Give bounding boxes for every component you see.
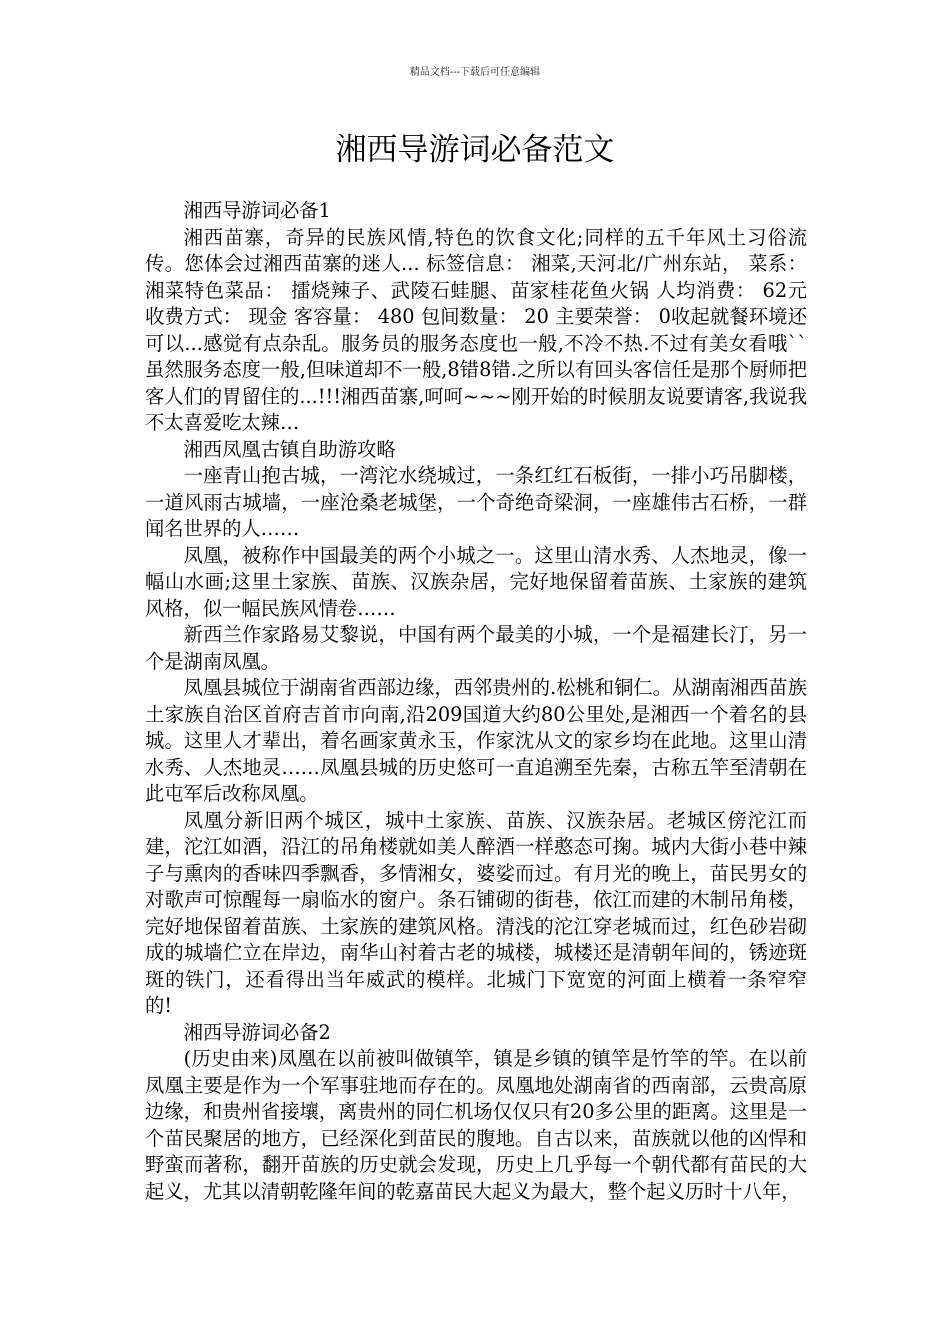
header-note: 精品文档---下载后可任意编辑 — [409, 67, 541, 78]
body-paragraph: 凤凰，被称作中国最美的两个小城之一。这里山清水秀、人杰地灵，像一幅山水画;这里土家族、苗族、汉族杂居，完好地保留着苗族、土家族的建筑风格，似一幅民族风情卷…… — [145, 543, 807, 620]
section-heading: 湘西凤凰古镇自助游攻略 — [183, 437, 396, 461]
section-heading: 湘西导游词必备1 — [183, 199, 331, 222]
section-heading: 湘西导游词必备2 — [183, 1020, 331, 1044]
document-body — [145, 198, 807, 1205]
body-paragraph: 一座青山抱古城，一湾沱水绕城过，一条红红石板街，一排小巧吊脚楼，一道风雨古城墙，一座沧桑老城堡，一个奇绝奇梁洞，一座雄伟古石桥，一群闻名世界的人…… — [145, 464, 807, 540]
body-paragraph: 凤凰县城位于湖南省西部边缘，西邻贵州的.松桃和铜仁。从湖南湘西苗族土家族自治区首府吉首市向南,沿209国道大约80公里处,是湘西一个着名的县城。这里人才辈出，着名画家黄永玉，作家沈从文的家乡均在此地。这里山清水秀、人杰地灵……凤凰县城的历史悠可一直追溯至先秦，古称五竿至清朝在此屯军后改称凤凰。 — [145, 676, 807, 805]
body-paragraph: 新西兰作家路易艾黎说，中国有两个最美的小城，一个是福建长汀，另一个是湖南凤凰。 — [145, 623, 807, 673]
body-paragraph: 湘西苗寨，奇异的民族风情,特色的饮食文化;同样的五千年风土习俗流传。您体会过湘西苗寨的迷人... 标签信息： 湘菜,天河北/广州东站， 菜系： 湘菜特色菜品： 擂烧辣子、武陵石蛙腿、苗家桂花鱼火锅 人均消费： 62元 收费方式： 现金 客容量： 480 包间数量： 20 主要荣誉： 0收起就餐环境还可以...感觉有点杂乱。服务员的服务态度也一般,不冷不热.不过有美女看哦``虽然服务态度一般,但味道却不一般,8错8错.之所以有回头客信任是那个厨师把客人们的胃留住的...!!!湘西苗寨,呵呵~~~刚开始的时候朋友说要请客,我说我不太喜爱吃太辣… — [145, 225, 807, 434]
document-title: 湘西导游词必备范文 — [335, 132, 615, 168]
body-paragraph: 凤凰分新旧两个城区，城中土家族、苗族、汉族杂居。老城区傍沱江而建，沱江如酒，沿江的吊角楼就如美人醉酒一样憨态可掬。城内大街小巷中辣子与熏肉的香味四季飘香，多情湘女，婆娑而过。有月光的晚上，苗民男女的对歌声可惊醒每一扇临水的窗户。条石铺砌的街巷，依江而建的木制吊角楼，完好地保留着苗族、土家族的建筑风格。清浅的沱江穿老城而过，红色砂岩砌成的城墙伫立在岸边，南华山衬着古老的城楼，城楼还是清朝年间的，锈迹斑斑的铁门，还看得出当年威武的模样。北城门下宽宽的河面上横着一条窄窄的! — [145, 808, 807, 1017]
body-paragraph: (历史由来)凤凰在以前被叫做镇竿，镇是乡镇的镇竿是竹竿的竿。在以前凤凰主要是作为一个军事驻地而存在的。凤凰地处湖南省的西南部，云贵高原边缘，和贵州省接壤，离贵州的同仁机场仅仅只有20多公里的距离。这里是一个苗民聚居的地方，已经深化到苗民的腹地。自古以来，苗族就以他的凶悍和野蛮而著称，翻开苗族的历史就会发现，历史上几乎每一个朝代都有苗民的大起义，尤其以清朝乾隆年间的乾嘉苗民大起义为最大，整个起义历时十八年， — [145, 1047, 807, 1203]
